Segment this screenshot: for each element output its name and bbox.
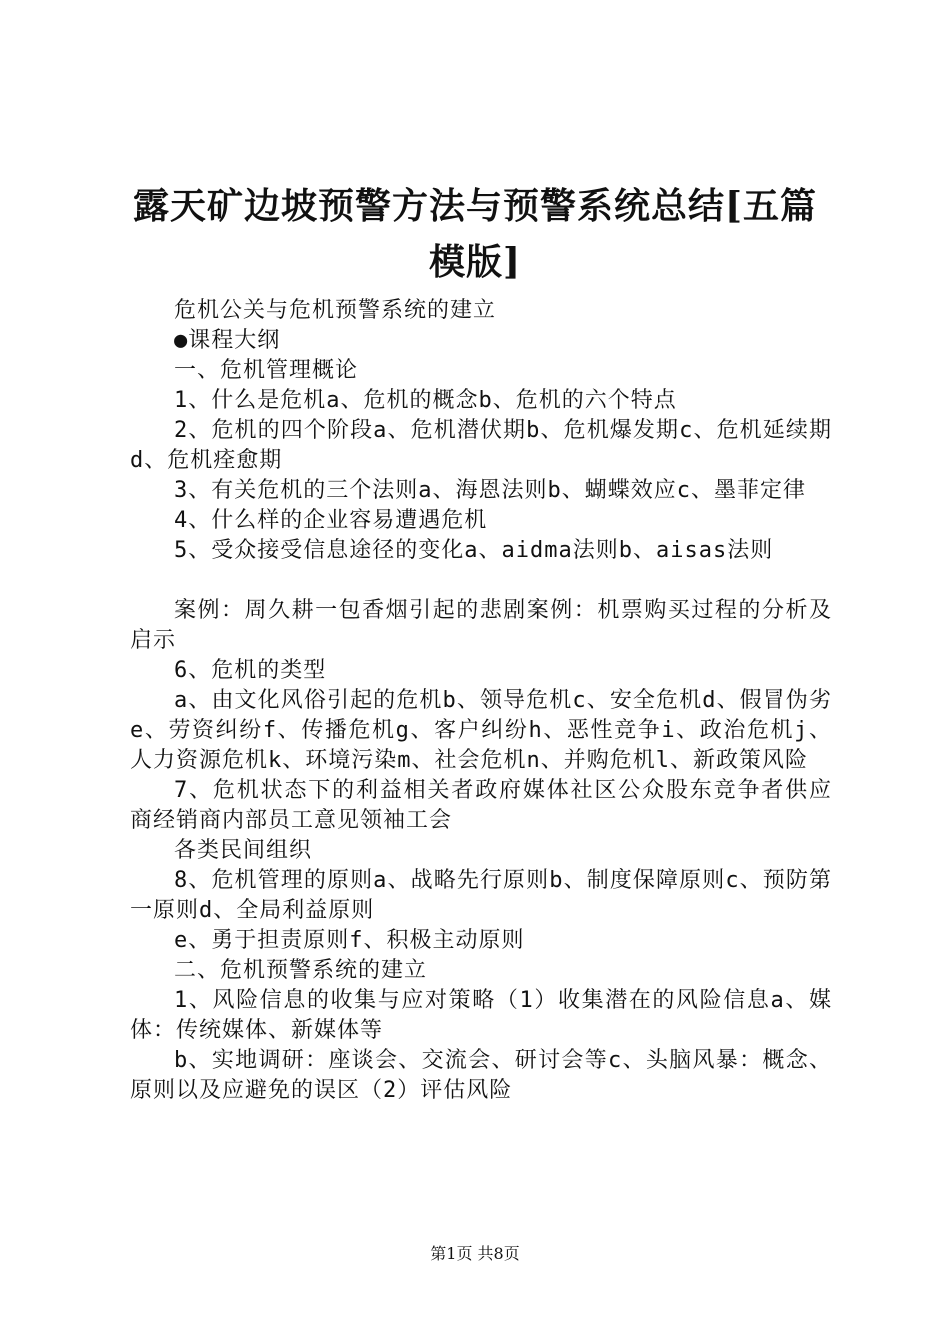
paragraph: ●课程大纲 — [174, 328, 281, 353]
paragraph: 2、危机的四个阶段a、危机潜伏期b、危机爆发期c、危机延续期d、危机痊愈期 — [130, 418, 832, 473]
paragraph: 8、危机管理的原则a、战略先行原则b、制度保障原则c、预防第一原则d、全局利益原则 — [130, 868, 832, 923]
blank-line — [130, 566, 832, 596]
paragraph: 二、危机预警系统的建立 — [174, 958, 428, 983]
paragraph: 危机公关与危机预警系统的建立 — [174, 298, 497, 323]
paragraph: a、由文化风俗引起的危机b、领导危机c、安全危机d、假冒伪劣e、劳资纠纷f、传播危机g、客户纠纷h、恶性竞争i、政治危机j、人力资源危机k、环境污染m、社会危机n、并购危机l、新政策风险 — [130, 688, 832, 773]
paragraph: 一、危机管理概论 — [174, 358, 359, 383]
paragraph: 1、风险信息的收集与应对策略（1）收集潜在的风险信息a、媒体：传统媒体、新媒体等 — [130, 988, 832, 1043]
page-footer: 第1页 共8页 — [430, 1244, 520, 1263]
document-body — [130, 296, 832, 1106]
paragraph: 7、危机状态下的利益相关者政府媒体社区公众股东竞争者供应商经销商内部员工意见领袖工会 — [130, 778, 832, 833]
document-title: 露天矿边坡预警方法与预警系统总结[五篇模版] — [132, 185, 818, 283]
paragraph: 4、什么样的企业容易遭遇危机 — [174, 508, 488, 533]
paragraph: 案例：周久耕一包香烟引起的悲剧案例：机票购买过程的分析及启示 — [130, 598, 832, 653]
paragraph: e、勇于担责原则f、积极主动原则 — [174, 928, 525, 953]
paragraph: b、实地调研：座谈会、交流会、研讨会等c、头脑风暴：概念、原则以及应避免的误区（2）评估风险 — [130, 1048, 832, 1103]
paragraph: 5、受众接受信息途径的变化a、aidma法则b、aisas法则 — [174, 538, 774, 563]
paragraph: 各类民间组织 — [174, 838, 313, 863]
paragraph: 3、有关危机的三个法则a、海恩法则b、蝴蝶效应c、墨菲定律 — [174, 478, 806, 503]
paragraph: 6、危机的类型 — [174, 658, 327, 683]
paragraph: 1、什么是危机a、危机的概念b、危机的六个特点 — [174, 388, 677, 413]
